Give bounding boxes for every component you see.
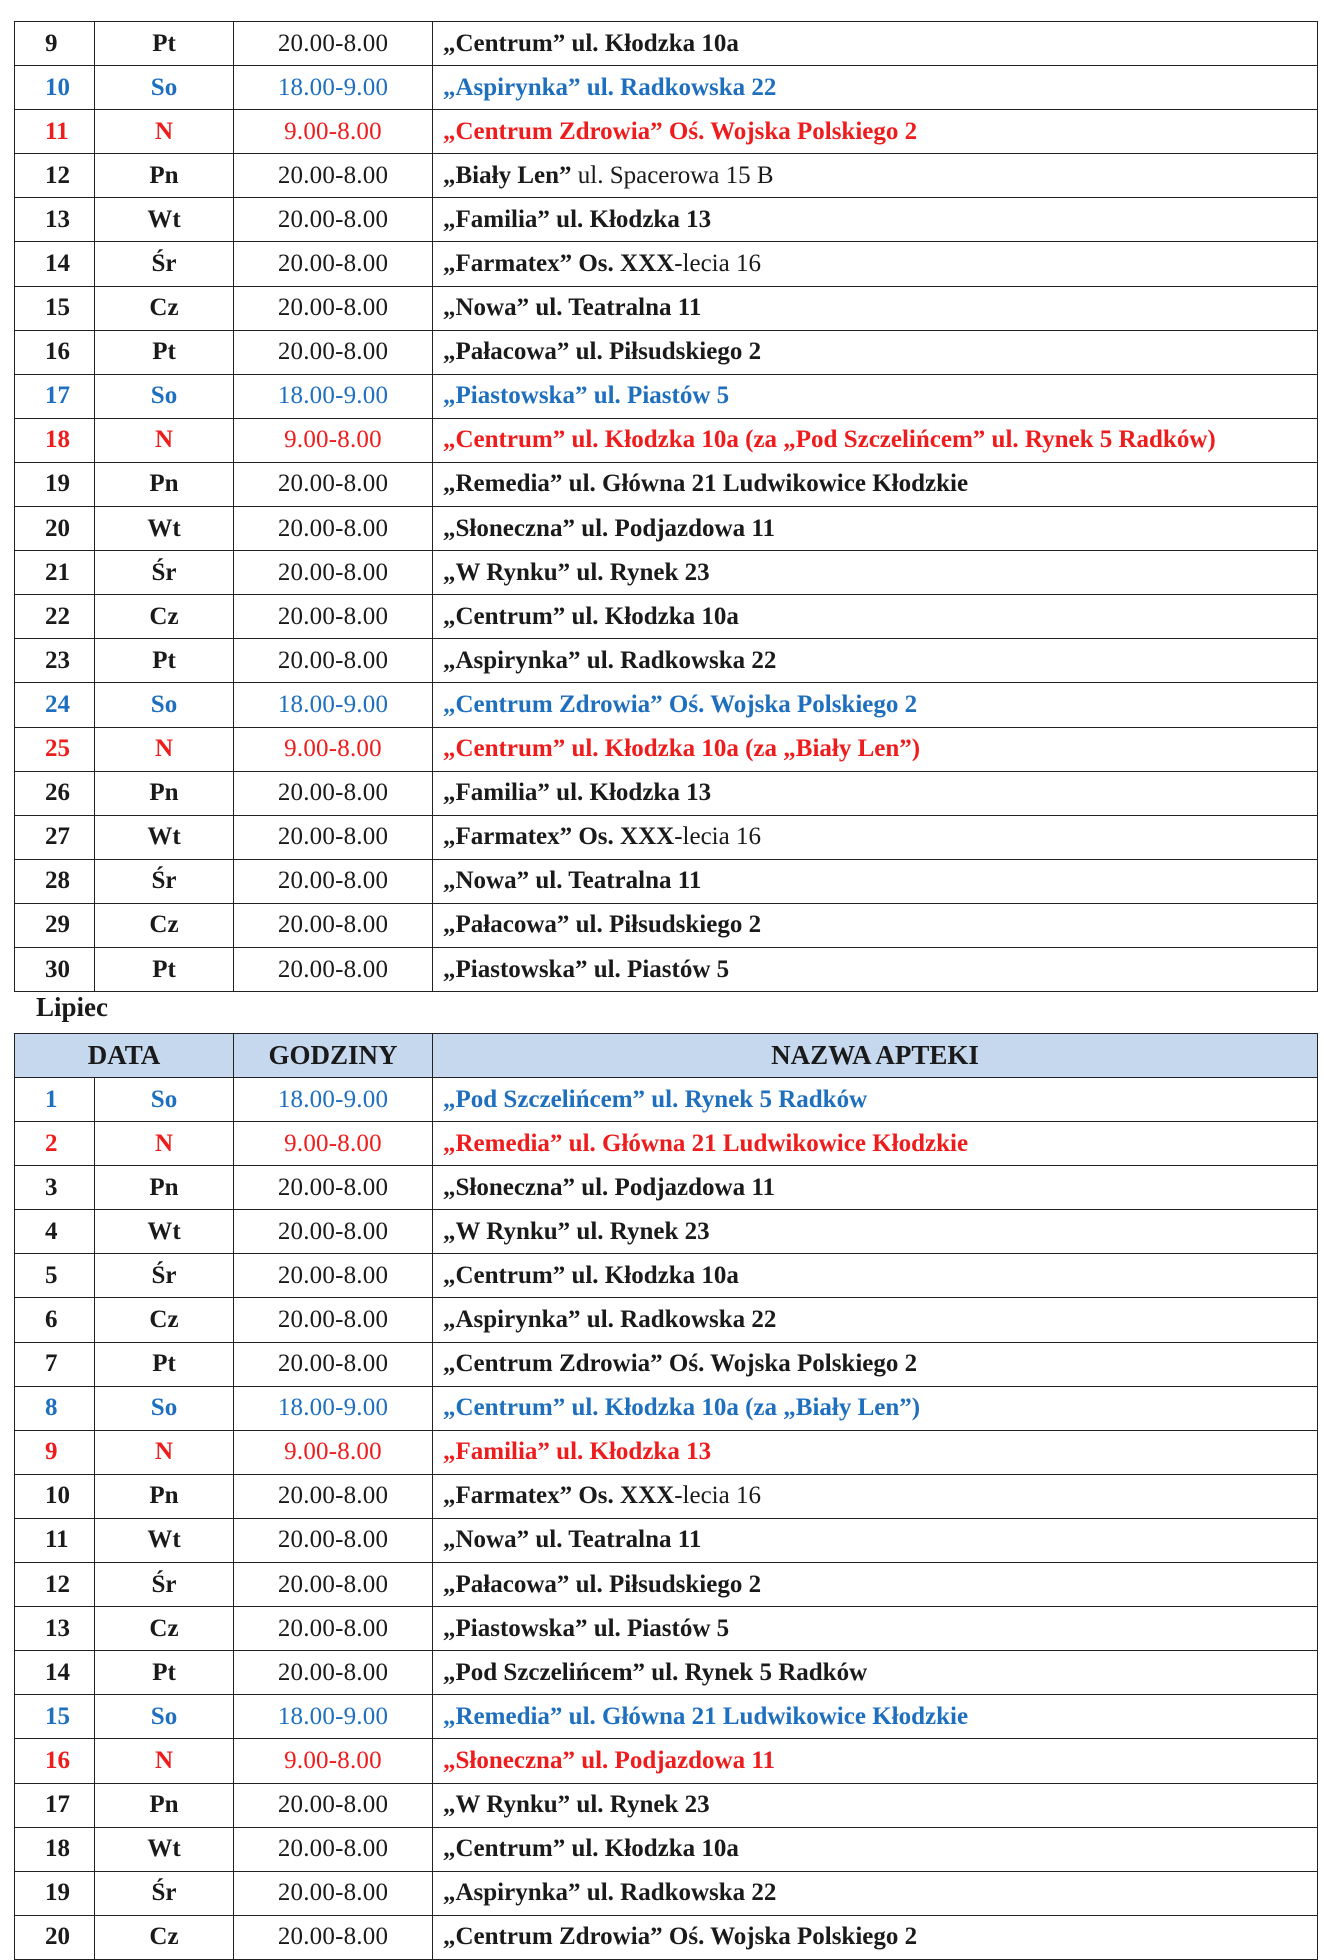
duty-hours: 20.00-8.00	[234, 1166, 433, 1210]
pharmacy-name	[433, 66, 1318, 110]
pharmacy-name-bold: „Piastowska” ul. Piastów 5	[443, 955, 730, 983]
pharmacy-name	[433, 639, 1318, 683]
pharmacy-name	[433, 595, 1318, 639]
pharmacy-name-bold: „Nowa” ul. Teatralna 11	[443, 294, 702, 322]
pharmacy-name	[433, 418, 1318, 462]
day-number: 22	[15, 595, 95, 639]
weekday: N	[95, 1430, 234, 1474]
pharmacy-name	[433, 771, 1318, 815]
pharmacy-name	[433, 1695, 1318, 1739]
pharmacy-name-bold: „Pałacowa” ul. Piłsudskiego 2	[443, 1570, 762, 1598]
duty-hours: 20.00-8.00	[234, 947, 433, 991]
duty-hours: 9.00-8.00	[234, 418, 433, 462]
duty-hours: 20.00-8.00	[234, 903, 433, 947]
day-number: 11	[15, 1518, 95, 1562]
table-row	[15, 242, 1318, 286]
pharmacy-name-bold: „Aspirynka” ul. Radkowska 22	[443, 1879, 777, 1907]
weekday: Wt	[95, 1210, 234, 1254]
day-number: 11	[15, 110, 95, 154]
duty-hours: 20.00-8.00	[234, 154, 433, 198]
pharmacy-name	[433, 683, 1318, 727]
pharmacy-name	[433, 1078, 1318, 1122]
table-row	[15, 1210, 1318, 1254]
day-number: 17	[15, 1783, 95, 1827]
day-number: 18	[15, 1827, 95, 1871]
pharmacy-name-bold: „Aspirynka” ul. Radkowska 22	[443, 1306, 777, 1334]
weekday: Śr	[95, 1871, 234, 1915]
weekday: Śr	[95, 859, 234, 903]
weekday: So	[95, 683, 234, 727]
duty-hours: 20.00-8.00	[234, 1607, 433, 1651]
weekday: So	[95, 1078, 234, 1122]
pharmacy-name-bold: „Farmatex” Os. XXX	[443, 823, 675, 851]
june-table-body	[15, 22, 1318, 992]
day-number: 12	[15, 1563, 95, 1607]
pharmacy-name	[433, 242, 1318, 286]
weekday: Pn	[95, 771, 234, 815]
duty-hours: 9.00-8.00	[234, 1430, 433, 1474]
weekday: N	[95, 1739, 234, 1783]
pharmacy-name	[433, 198, 1318, 242]
table-row	[15, 1827, 1318, 1871]
day-number: 1	[15, 1078, 95, 1122]
pharmacy-name	[433, 1518, 1318, 1562]
table-row	[15, 22, 1318, 66]
duty-hours: 20.00-8.00	[234, 1342, 433, 1386]
pharmacy-name-bold: „Familia” ul. Kłodzka 13	[443, 1438, 712, 1466]
pharmacy-name-bold: „Centrum” ul. Kłodzka 10a	[443, 1835, 739, 1863]
duty-hours: 20.00-8.00	[234, 595, 433, 639]
table-row	[15, 727, 1318, 771]
day-number: 6	[15, 1298, 95, 1342]
duty-hours: 18.00-9.00	[234, 374, 433, 418]
pharmacy-name	[433, 1871, 1318, 1915]
july-table-body	[15, 1078, 1318, 1960]
day-number: 13	[15, 1607, 95, 1651]
pharmacy-name	[433, 859, 1318, 903]
pharmacy-name	[433, 110, 1318, 154]
pharmacy-name-bold: „Centrum Zdrowia” Oś. Wojska Polskiego 2	[443, 690, 918, 718]
duty-hours: 20.00-8.00	[234, 1474, 433, 1518]
weekday: N	[95, 727, 234, 771]
duty-hours: 9.00-8.00	[234, 110, 433, 154]
pharmacy-name	[433, 551, 1318, 595]
weekday: Wt	[95, 1518, 234, 1562]
table-row	[15, 683, 1318, 727]
duty-hours: 9.00-8.00	[234, 1122, 433, 1166]
day-number: 28	[15, 859, 95, 903]
table-row	[15, 815, 1318, 859]
duty-hours: 18.00-9.00	[234, 1078, 433, 1122]
pharmacy-name-bold: „Centrum” ul. Kłodzka 10a (za „Pod Szczelińcem” ul. Rynek 5 Radków)	[443, 426, 1216, 454]
duty-hours: 20.00-8.00	[234, 771, 433, 815]
pharmacy-name	[433, 1430, 1318, 1474]
duty-hours: 20.00-8.00	[234, 1827, 433, 1871]
duty-hours: 20.00-8.00	[234, 330, 433, 374]
day-number: 4	[15, 1210, 95, 1254]
pharmacy-name-bold: „Pod Szczelińcem” ul. Rynek 5 Radków	[443, 1658, 868, 1686]
table-row	[15, 1871, 1318, 1915]
pharmacy-name	[433, 903, 1318, 947]
pharmacy-name-bold: „Pod Szczelińcem” ul. Rynek 5 Radków	[443, 1085, 868, 1113]
table-row	[15, 507, 1318, 551]
duty-hours: 20.00-8.00	[234, 507, 433, 551]
pharmacy-name-bold: „Nowa” ul. Teatralna 11	[443, 867, 702, 895]
table-header-row	[15, 1034, 1318, 1078]
day-number: 20	[15, 1915, 95, 1959]
duty-hours: 20.00-8.00	[234, 286, 433, 330]
pharmacy-name-bold: „Biały Len”	[443, 161, 572, 189]
pharmacy-name-bold: „W Rynku” ul. Rynek 23	[443, 1217, 710, 1245]
day-number: 21	[15, 551, 95, 595]
day-number: 8	[15, 1386, 95, 1430]
weekday: Śr	[95, 1563, 234, 1607]
table-row	[15, 595, 1318, 639]
weekday: Śr	[95, 1254, 234, 1298]
pharmacy-name	[433, 22, 1318, 66]
day-number: 24	[15, 683, 95, 727]
table-row	[15, 1166, 1318, 1210]
weekday: Cz	[95, 1298, 234, 1342]
pharmacy-name	[433, 374, 1318, 418]
header-pharmacy-name: NAZWA APTEKI	[433, 1034, 1318, 1078]
day-number: 10	[15, 66, 95, 110]
pharmacy-name-bold: „Centrum” ul. Kłodzka 10a	[443, 29, 739, 57]
duty-hours: 20.00-8.00	[234, 1254, 433, 1298]
weekday: N	[95, 1122, 234, 1166]
pharmacy-name	[433, 1210, 1318, 1254]
pharmacy-name-bold: „Piastowska” ul. Piastów 5	[443, 1614, 730, 1642]
table-row	[15, 418, 1318, 462]
weekday: So	[95, 1386, 234, 1430]
pharmacy-name-regular: ul. Spacerowa 15 B	[571, 161, 774, 189]
weekday: Pt	[95, 22, 234, 66]
table-row	[15, 286, 1318, 330]
weekday: Pn	[95, 1166, 234, 1210]
duty-hours: 20.00-8.00	[234, 639, 433, 683]
weekday: Cz	[95, 286, 234, 330]
weekday: Wt	[95, 507, 234, 551]
pharmacy-name-bold: „Słoneczna” ul. Podjazdowa 11	[443, 1746, 775, 1774]
weekday: Cz	[95, 1915, 234, 1959]
pharmacy-name-bold: „Remedia” ul. Główna 21 Ludwikowice Kłodzkie	[443, 470, 969, 498]
pharmacy-name	[433, 462, 1318, 506]
duty-hours: 20.00-8.00	[234, 1915, 433, 1959]
pharmacy-name-bold: „Farmatex” Os. XXX	[443, 250, 675, 278]
table-row	[15, 771, 1318, 815]
day-number: 7	[15, 1342, 95, 1386]
weekday: So	[95, 66, 234, 110]
table-row	[15, 1563, 1318, 1607]
duty-hours: 9.00-8.00	[234, 1739, 433, 1783]
weekday: Pt	[95, 639, 234, 683]
pharmacy-name	[433, 1827, 1318, 1871]
day-number: 14	[15, 242, 95, 286]
duty-hours: 20.00-8.00	[234, 1871, 433, 1915]
weekday: Wt	[95, 815, 234, 859]
weekday: So	[95, 1695, 234, 1739]
day-number: 5	[15, 1254, 95, 1298]
day-number: 27	[15, 815, 95, 859]
day-number: 19	[15, 1871, 95, 1915]
day-number: 15	[15, 286, 95, 330]
table-row	[15, 1607, 1318, 1651]
table-row	[15, 1739, 1318, 1783]
duty-hours: 20.00-8.00	[234, 551, 433, 595]
table-row	[15, 1078, 1318, 1122]
day-number: 13	[15, 198, 95, 242]
june-duty-table	[14, 21, 1318, 992]
pharmacy-name-bold: „Słoneczna” ul. Podjazdowa 11	[443, 1173, 775, 1201]
weekday: Pt	[95, 1651, 234, 1695]
weekday: Wt	[95, 1827, 234, 1871]
weekday: Śr	[95, 551, 234, 595]
table-row	[15, 1430, 1318, 1474]
day-number: 14	[15, 1651, 95, 1695]
duty-hours: 20.00-8.00	[234, 198, 433, 242]
pharmacy-name	[433, 286, 1318, 330]
duty-hours: 20.00-8.00	[234, 1563, 433, 1607]
day-number: 26	[15, 771, 95, 815]
pharmacy-name	[433, 154, 1318, 198]
pharmacy-name-bold: „Familia” ul. Kłodzka 13	[443, 779, 712, 807]
duty-hours: 20.00-8.00	[234, 462, 433, 506]
pharmacy-name-bold: „Pałacowa” ul. Piłsudskiego 2	[443, 911, 762, 939]
pharmacy-name-bold: „Pałacowa” ul. Piłsudskiego 2	[443, 338, 762, 366]
pharmacy-name-bold: „Centrum” ul. Kłodzka 10a	[443, 602, 739, 630]
table-row	[15, 639, 1318, 683]
pharmacy-name-bold: „Piastowska” ul. Piastów 5	[443, 382, 730, 410]
pharmacy-name	[433, 1254, 1318, 1298]
pharmacy-name	[433, 1166, 1318, 1210]
pharmacy-name-bold: „W Rynku” ul. Rynek 23	[443, 558, 710, 586]
duty-hours: 20.00-8.00	[234, 815, 433, 859]
duty-hours: 20.00-8.00	[234, 1298, 433, 1342]
table-row	[15, 1254, 1318, 1298]
pharmacy-name-regular: -lecia 16	[674, 250, 761, 278]
pharmacy-name-bold: „Nowa” ul. Teatralna 11	[443, 1526, 702, 1554]
month-label-july: Lipiec	[36, 992, 108, 1022]
pharmacy-name	[433, 1783, 1318, 1827]
table-row	[15, 462, 1318, 506]
day-number: 30	[15, 947, 95, 991]
table-row	[15, 66, 1318, 110]
pharmacy-name	[433, 1386, 1318, 1430]
table-row	[15, 1783, 1318, 1827]
table-row	[15, 947, 1318, 991]
pharmacy-name	[433, 947, 1318, 991]
pharmacy-name	[433, 1651, 1318, 1695]
table-row	[15, 1386, 1318, 1430]
pharmacy-name-bold: „Familia” ul. Kłodzka 13	[443, 205, 712, 233]
weekday: Pn	[95, 462, 234, 506]
day-number: 9	[15, 1430, 95, 1474]
table-row	[15, 1518, 1318, 1562]
table-row	[15, 551, 1318, 595]
weekday: Pt	[95, 330, 234, 374]
duty-hours: 20.00-8.00	[234, 242, 433, 286]
pharmacy-name	[433, 1563, 1318, 1607]
table-row	[15, 1298, 1318, 1342]
duty-hours: 18.00-9.00	[234, 1386, 433, 1430]
day-number: 16	[15, 330, 95, 374]
header-hours: GODZINY	[234, 1034, 433, 1078]
duty-hours: 20.00-8.00	[234, 1518, 433, 1562]
pharmacy-name	[433, 507, 1318, 551]
pharmacy-name-bold: „Centrum Zdrowia” Oś. Wojska Polskiego 2	[443, 1350, 918, 1378]
duty-hours: 20.00-8.00	[234, 1651, 433, 1695]
duty-hours: 18.00-9.00	[234, 683, 433, 727]
weekday: Śr	[95, 242, 234, 286]
july-duty-table	[14, 1033, 1318, 1960]
pharmacy-name-bold: „Centrum Zdrowia” Oś. Wojska Polskiego 2	[443, 117, 918, 145]
table-row	[15, 1651, 1318, 1695]
pharmacy-name	[433, 1739, 1318, 1783]
table-row	[15, 198, 1318, 242]
duty-hours: 20.00-8.00	[234, 1783, 433, 1827]
pharmacy-name-bold: „Remedia” ul. Główna 21 Ludwikowice Kłodzkie	[443, 1129, 969, 1157]
pharmacy-name-regular: -lecia 16	[674, 1482, 761, 1510]
pharmacy-name	[433, 1298, 1318, 1342]
pharmacy-name	[433, 815, 1318, 859]
day-number: 2	[15, 1122, 95, 1166]
day-number: 20	[15, 507, 95, 551]
duty-hours: 18.00-9.00	[234, 1695, 433, 1739]
weekday: Pn	[95, 1474, 234, 1518]
weekday: Pt	[95, 1342, 234, 1386]
pharmacy-name	[433, 330, 1318, 374]
weekday: N	[95, 110, 234, 154]
weekday: Pt	[95, 947, 234, 991]
pharmacy-name-regular: -lecia 16	[674, 823, 761, 851]
duty-hours: 20.00-8.00	[234, 22, 433, 66]
table-row	[15, 903, 1318, 947]
pharmacy-name-bold: „Centrum” ul. Kłodzka 10a	[443, 1261, 739, 1289]
weekday: Pn	[95, 1783, 234, 1827]
pharmacy-name-bold: „Remedia” ul. Główna 21 Ludwikowice Kłodzkie	[443, 1702, 969, 1730]
header-data: DATA	[15, 1034, 234, 1078]
weekday: Wt	[95, 198, 234, 242]
table-row	[15, 1342, 1318, 1386]
pharmacy-name-bold: „Aspirynka” ul. Radkowska 22	[443, 73, 777, 101]
table-row	[15, 1474, 1318, 1518]
table-row	[15, 1122, 1318, 1166]
day-number: 12	[15, 154, 95, 198]
day-number: 25	[15, 727, 95, 771]
pharmacy-name-bold: „Farmatex” Os. XXX	[443, 1482, 675, 1510]
weekday: Pn	[95, 154, 234, 198]
day-number: 19	[15, 462, 95, 506]
duty-hours: 9.00-8.00	[234, 727, 433, 771]
pharmacy-name-bold: „Aspirynka” ul. Radkowska 22	[443, 646, 777, 674]
day-number: 29	[15, 903, 95, 947]
day-number: 10	[15, 1474, 95, 1518]
pharmacy-name-bold: „W Rynku” ul. Rynek 23	[443, 1791, 710, 1819]
table-row	[15, 330, 1318, 374]
duty-hours: 18.00-9.00	[234, 66, 433, 110]
pharmacy-name	[433, 1474, 1318, 1518]
table-row	[15, 1695, 1318, 1739]
weekday: Cz	[95, 1607, 234, 1651]
pharmacy-name-bold: „Centrum” ul. Kłodzka 10a (za „Biały Len”)	[443, 1394, 921, 1422]
pharmacy-name	[433, 1122, 1318, 1166]
duty-hours: 20.00-8.00	[234, 1210, 433, 1254]
weekday: N	[95, 418, 234, 462]
pharmacy-name-bold: „Słoneczna” ul. Podjazdowa 11	[443, 514, 775, 542]
pharmacy-name	[433, 1607, 1318, 1651]
table-row	[15, 154, 1318, 198]
weekday: Cz	[95, 903, 234, 947]
day-number: 18	[15, 418, 95, 462]
day-number: 9	[15, 22, 95, 66]
table-row	[15, 110, 1318, 154]
table-row	[15, 859, 1318, 903]
pharmacy-name	[433, 1342, 1318, 1386]
day-number: 16	[15, 1739, 95, 1783]
pharmacy-name-bold: „Centrum Zdrowia” Oś. Wojska Polskiego 2	[443, 1923, 918, 1951]
pharmacy-name	[433, 727, 1318, 771]
table-row	[15, 374, 1318, 418]
day-number: 17	[15, 374, 95, 418]
day-number: 3	[15, 1166, 95, 1210]
weekday: So	[95, 374, 234, 418]
weekday: Cz	[95, 595, 234, 639]
duty-hours: 20.00-8.00	[234, 859, 433, 903]
pharmacy-name-bold: „Centrum” ul. Kłodzka 10a (za „Biały Len”)	[443, 735, 921, 763]
day-number: 23	[15, 639, 95, 683]
day-number: 15	[15, 1695, 95, 1739]
